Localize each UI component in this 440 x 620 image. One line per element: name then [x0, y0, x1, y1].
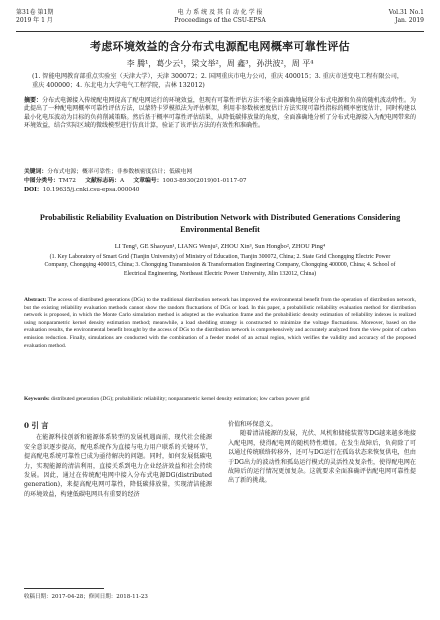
footnote-rule: [24, 588, 104, 589]
paper-title-cn: 考虑环境效益的含分布式电源配电网概率可靠性评估: [90, 40, 350, 53]
classification-line: [24, 177, 416, 185]
header-volume-en: Vol.31 No.1: [388, 9, 424, 16]
authors-cn: 李 腾¹，葛少云¹，梁文举²，周 鑫³，孙洪波²，周 平⁴: [126, 59, 314, 68]
abstract-en: [24, 297, 416, 350]
abstract-cn-text: 分布式电源接入传统配电网提高了配电网运行的环境效益，但现有可靠性评估方法不能全面准确地展现分布式电源和负荷的随机波动特性。为此提出了一种配电网概率可靠性评估方法，以蒙特卡罗模拟法为评估框架，利用非参数核密度估计方法实现可靠性指标的概率密度估计，同时构建以最小化电压波动为目标的负荷削减策略。然后基于概率可靠性评估结果，从降低碳排放量的角度，全面准确地分析了分布式电源接入为配电网带来的环境效益，结合实际区域的微线模型进行仿真计算，验证了该评估方法的有效性和准确性。: [24, 97, 416, 130]
doc-code-label: 文献标志码：: [85, 178, 120, 184]
keywords-en-label: Keywords:: [24, 396, 50, 402]
doi-value: 10.19635/j.cnki.csu-epsa.000040: [42, 187, 140, 193]
clc-value: TM72: [58, 178, 76, 184]
header-date-en: Jan. 2019: [395, 17, 424, 24]
body-paragraph: 价值和环保意义。: [228, 421, 277, 428]
abstract-cn-label: 摘要：: [24, 97, 43, 104]
affiliations-cn: (1. 智能电网教育部重点实验室（天津大学），天津 300072；2. 国网重庆市电力公司，重庆 400015；3. 重庆市送变电工程有限公司，重庆 400000；4. 东北电力大学电气工程学院，吉林 132012): [32, 73, 404, 89]
header-center: [16, 9, 424, 25]
doc-code-value: A: [120, 178, 125, 184]
abstract-cn: [24, 97, 416, 131]
body-paragraph: 随着清洁能源的发展，光伏、风机和储能装置等DG越来越多地接入配电网，使得配电网的随机特性增加。在发生故障后，负荷除了可以通过传统联络转移外，还可与DG运行在孤岛状态来恢复供电，但由于DG出力的波动性和孤岛运行模式的灵活性及复杂性，使得配电网在故障后的运行情况更加复杂。这就要求全面准确评估配电网可靠性提出了新的挑战。: [228, 430, 416, 485]
doi-label: DOI：: [24, 187, 43, 193]
keywords-cn: [24, 168, 416, 176]
body-paragraph: 在能源科技创新和能源体系转型的发展机遇面前，现代社会能源安全意识逐步提高，配电系统作为直接与电力用户联系的关键环节，提高配电系统可靠性已成为亟待解决的问题。同时，如何发展低碳电力，实现能源的清洁利用，直接关系到电力企业经济效益和社会持续发展。因此，通过在传统配电网中接入分布式电源DG(distributed generation)，来提高配电网可靠性，降低碳排放量，实现清洁能源的环境效益，构建低碳电网具有重要的经济: [24, 434, 212, 498]
footnote-dates: 收稿日期：2017-04-28；修回日期：2018-11-23: [24, 594, 148, 600]
authors-en: LI Teng¹, GE Shaoyun¹, LIANG Wenju², ZHOU Xin³, Sun Hongbo², ZHOU Ping⁴: [114, 243, 326, 250]
clc-label: 中图分类号：: [24, 178, 59, 184]
keywords-cn-text: 分布式电源；概率可靠性；非参数核密度估计；低碳电网: [47, 169, 193, 175]
keywords-en: [24, 396, 416, 404]
keywords-cn-label: 关键词：: [24, 169, 48, 175]
abstract-en-text: The access of distributed generations (DGs) to the traditional distribution network has improved the environmental benefit from the operation of distribution network, but the existing reliability evaluation methods cannot show the random fluctuations of DGs or load. In this paper, a probabilistic reliability evaluation method for distribution network is proposed, in which the Monte Carlo simulation method is adopted as the evaluation frame and the probabilistic density estimation of reliability indexes is realized using nonparametric kernel density estimation method; meanwhile, a load shedding strategy is constructed to minimize the voltage fluctuations. Moreover, based on the evaluation results, the environmental benefit brought by the access of DGs to the distribution network is comprehensively and accurately analyzed from the view point of carbon emission reduction. Finally, simulations are conducted with the combination of a feeder model of an actual region, which verifies the validity and accuracy of the proposed evaluation method.: [24, 297, 416, 349]
keywords-en-text: distributed generation (DG); probabilistic reliability; nonparametric kernel density estimation; low carbon power grid: [51, 396, 310, 402]
article-no-value: 1003-8930(2019)01-0117-07: [162, 178, 247, 184]
affiliations-en: (1. Key Laboratory of Smart Grid (Tianjin University) of Ministry of Education, Tianjin 300072, China; 2. State Grid Chongqing Electric Power Company, Chongqing 400015, China; 3. Chongqing Transmission & Transformation Engineering Company, Chongqing 400000, China; 4. School of Electrical Engineering, Northeast Electric Power University, Jilin 132012, China): [44, 254, 396, 277]
abstract-en-label: Abstract:: [24, 297, 47, 303]
article-no-label: 文章编号：: [133, 178, 163, 184]
body-column-right: [228, 420, 416, 486]
body-column-left: [24, 420, 212, 499]
running-header: [16, 9, 424, 32]
journal-name-cn: 电 力 系 统 及 其 自 动 化 学 报: [177, 9, 263, 16]
section-title: 0 引 言: [24, 421, 49, 430]
header-date-cn: 2019 年 1 月: [16, 17, 53, 24]
header-right: [389, 9, 424, 25]
header-volume: 第31卷 第1期: [16, 9, 54, 16]
journal-name-en: Proceedings of the CSU-EPSA: [174, 17, 266, 24]
doi-line: [24, 186, 416, 194]
paper-title-en: Probabilistic Reliability Evaluation on Distribution Network with Distributed Generations Considering Environmental Benefit: [39, 213, 401, 234]
